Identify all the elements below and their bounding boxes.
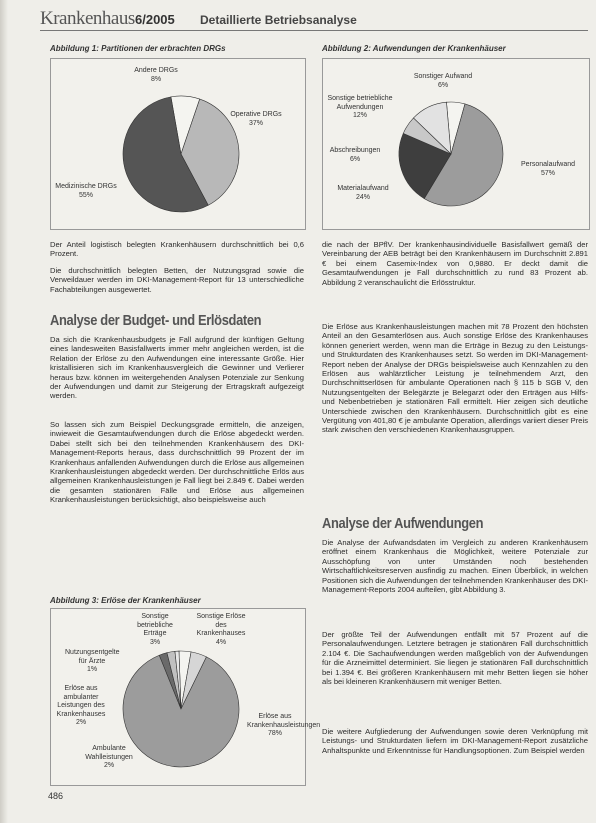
figure-3-label-betriebliche-ertraege [131, 613, 179, 647]
left-paragraph-2: Die durchschnittlich belegten Betten, der Nutzungsgrad sowie die Verweildauer werden im DKI-Management-Report für 13 unterschiedliche Fachabteilungen ausgewertet. [50, 266, 304, 294]
figure-1-label-operative [226, 111, 286, 128]
figure-3-label-ambulante-leistungen-value: 2% [75, 719, 87, 726]
right-paragraph-3: Die Analyse der Aufwandsdaten im Vergleich zu anderen Krankenhäusern eröffnet einem Krankenhaus die Möglichkeit, weitere Potenziale zur Ausschöpfung von unter Umständen noch bestehenden Wirtschaftlichkeitsreserven ausfindig zu machen. Einen Überblick, in welchen Positionen sich die Aufwendungen der teilnehmenden Krankenhäuser des DKI-Management-Reports 2004 aufteilen, gibt Abbildung 3. [322, 538, 588, 595]
figure-3-label-ambulante-leistungen [53, 685, 109, 728]
figure-2-label-sonstiger-value: 6% [437, 81, 449, 89]
figure-2-label-personal [513, 161, 583, 178]
figure-3-label-nutzungsentgelte [65, 649, 119, 675]
figure-1-label-andere [133, 67, 179, 84]
figure-1-label-operative-value: 37% [248, 119, 263, 127]
figure-1-label-medizinische-name: Medizinische DRGs [55, 183, 117, 190]
figure-2-label-sonstiger-name: Sonstiger Aufwand [413, 73, 473, 80]
right-paragraph-2: Die Erlöse aus Krankenhausleistungen machen mit 78 Prozent den höchsten Anteil an den Gesamterlösen aus. Auch sonstige Erlöse des Krankenhauses können generiert werden, wenn man die Erträge in Bezug zu den Leistungs- und Strukturdaten des Krankenhauses setzt. So werden im DKI-Management-Report neben der Analyse der DRGs beispielsweise auch Kennzahlen zu den Erlösen aus wahlärztlicher Leistung je teilnehmendem Arzt, den Durchschnittserlösen für ambulante Operationen nach § 115 b SGB V, den Nutzungsentgelten der Belegärzte je Belegarzt oder den Erträgen aus Hilfs- und Nebenbetrieben je stationären Fall ermittelt. Hier zeigen sich deutliche Unterschiede zwischen den Krankenhäusern. Durchschnittlich gibt es eine Vergütung von 401,80 € je ambulante Operation, allerdings variiert dieser Preis stark zwischen den verschiedenen Krankenhausgruppen. [322, 322, 588, 435]
figure-2-label-personal-value: 57% [540, 169, 555, 177]
right-paragraph-1: die nach der BPflV. Der krankenhausindividuelle Basisfallwert gemäß der Vereinbarung der AEB beträgt bei den Krankenhäusern im Durchschnitt 2.891 € bei einem Casemix-Index von 0,9880. Er deckt damit die Gesamtaufwendungen je Fall durchschnittlich zu rund 83 Prozent ab. Abbildung 2 veranschaulicht die Erlösstruktur. [322, 240, 588, 287]
figure-1-box [50, 58, 306, 230]
right-paragraph-4: Der größte Teil der Aufwendungen entfällt mit 57 Prozent auf die Personalaufwendungen. Letztere betragen je stationären Fall durchschnittlich 2.104 €. Die Sachaufwendungen werden maßgeblich von der Aufwendungen für die Arzneimittel determiniert. Sie liegen je stationären Fall durchschnittlich bei 1.394 €. Bei größeren Krankenhäusern mit mehr Betten liegen sie höher als bei kleineren Krankenhäusern mit weniger Betten. [322, 630, 588, 687]
figure-3-label-betriebliche-ertraege-value: 3% [149, 638, 161, 646]
figure-2-label-material-name: Materialaufwand [337, 185, 389, 192]
figure-3-label-wahlleistungen-name: Ambulante Wahlleistungen [85, 745, 133, 761]
figure-3-box [50, 608, 321, 786]
left-paragraph-3: Da sich die Krankenhausbudgets je Fall aufgrund der künftigen Geltung eines landesweiten Basisfallwerts immer mehr angleichen werden, ist die Relation der Erlöse zu den Aufwendungen eine interessante Größe. Hier kristallisieren sich im Krankenhausvergleich die Gewinner und Verlierer heraus bzw. können im weitergehenden Analysen Potenziale zur Senkung der Aufwendungen und damit zur Steigerung der Ertragskraft aufgezeigt werden. [50, 335, 304, 401]
figure-3-label-ambulante-leistungen-name: Erlöse aus ambulanter Leistungen des Krankenhauses [56, 685, 106, 718]
page-binding-shadow [0, 0, 8, 823]
figure-3-label-wahlleistungen [81, 745, 137, 771]
figure-1-label-andere-value: 8% [150, 75, 162, 83]
figure-3-title: Abbildung 3: Erlöse der Krankenhäuser [50, 596, 201, 605]
figure-3-label-krankenhausleistungen-value: 78% [267, 730, 282, 737]
figure-1-label-medizinische [55, 183, 117, 200]
right-heading: Analyse der Aufwendungen [322, 515, 484, 532]
page-header [40, 8, 588, 31]
page-number: 486 [48, 791, 64, 801]
figure-3-label-nutzungsentgelte-name: Nutzungsentgelte für Ärzte [65, 649, 120, 665]
figure-3-label-sonstige-erloese-name: Sonstige Erlöse des Krankenhauses [196, 613, 246, 637]
figure-2-label-abschreibungen-name: Abschreibungen [329, 147, 381, 154]
figure-3-label-krankenhausleistungen-name: Erlöse aus Krankenhausleistungen [247, 713, 321, 729]
figure-3-label-nutzungsentgelte-value: 1% [86, 666, 98, 673]
section-title: Detaillierte Betriebsanalyse [200, 13, 357, 27]
magazine-title: Krankenhaus [40, 8, 135, 29]
left-paragraph-1: Der Anteil logistisch belegten Krankenhäusern durchschnittlich bei 0,6 Prozent. [50, 240, 304, 259]
figure-1-label-operative-name: Operative DRGs [230, 111, 282, 118]
figure-3-label-sonstige-erloese [193, 613, 249, 647]
figure-2-label-sonstiger [413, 73, 473, 90]
figure-2-label-material-value: 24% [355, 193, 370, 201]
left-heading: Analyse der Budget- und Erlösdaten [50, 312, 262, 329]
figure-1-label-medizinische-value: 55% [78, 191, 93, 199]
figure-1-pie-chart [51, 59, 305, 229]
left-paragraph-4: So lassen sich zum Beispiel Deckungsgrade ermitteln, die anzeigen, inwieweit die Gesamtaufwendungen durch die Erlöse abgedeckt werden. Dabei stellt sich bei den teilnehmenden Krankenhäusern des DKI-Management-Reports heraus, dass durchschnittlich 99 Prozent der im Krankenhaus anfallenden Aufwendungen durch die Erlöse aus allgemeinen Krankenhausleistungen abgedeckt werden. Der durchschnittliche Erlös aus allgemeinen Krankenhausleistungen je Fall liegt bei 2.849 €. Dabei werden die gesamten stationären Fälle und Erlöse aus allgemeinen Krankenhausleistungen berücksichtigt, also beispielsweise auch [50, 420, 304, 505]
right-paragraph-5: Die weitere Aufgliederung der Aufwendungen sowie deren Verknüpfung mit Leistungs- und Strukturdaten liefern im DKI-Management-Report zusätzliche Anhaltspunkte und Erkenntnisse für Handlungsoptionen. Zum Beispiel werden [322, 727, 588, 755]
figure-2-label-sonstige-betriebliche-name: Sonstige betriebliche Aufwendungen [327, 95, 393, 111]
figure-2-label-material [331, 185, 395, 202]
figure-2-label-abschreibungen-value: 6% [349, 155, 361, 163]
figure-2-label-sonstige-betriebliche [325, 95, 395, 121]
figure-1-title: Abbildung 1: Partitionen der erbrachten DRGs [50, 44, 226, 53]
figure-2-label-personal-name: Personalaufwand [520, 161, 576, 168]
figure-1-label-andere-name: Andere DRGs [134, 67, 178, 74]
figure-2-box [322, 58, 590, 230]
figure-3-label-krankenhausleistungen [247, 713, 321, 739]
figure-2-label-sonstige-betriebliche-value: 12% [352, 112, 367, 119]
figure-2-label-abschreibungen [325, 147, 385, 164]
figure-2-title: Abbildung 2: Aufwendungen der Krankenhäuser [322, 44, 506, 53]
figure-3-label-wahlleistungen-value: 2% [103, 762, 115, 769]
figure-3-label-betriebliche-ertraege-name: Sonstige betriebliche Erträge [137, 613, 173, 637]
figure-3-label-sonstige-erloese-value: 4% [215, 638, 227, 646]
issue-number: 6/2005 [135, 12, 175, 27]
